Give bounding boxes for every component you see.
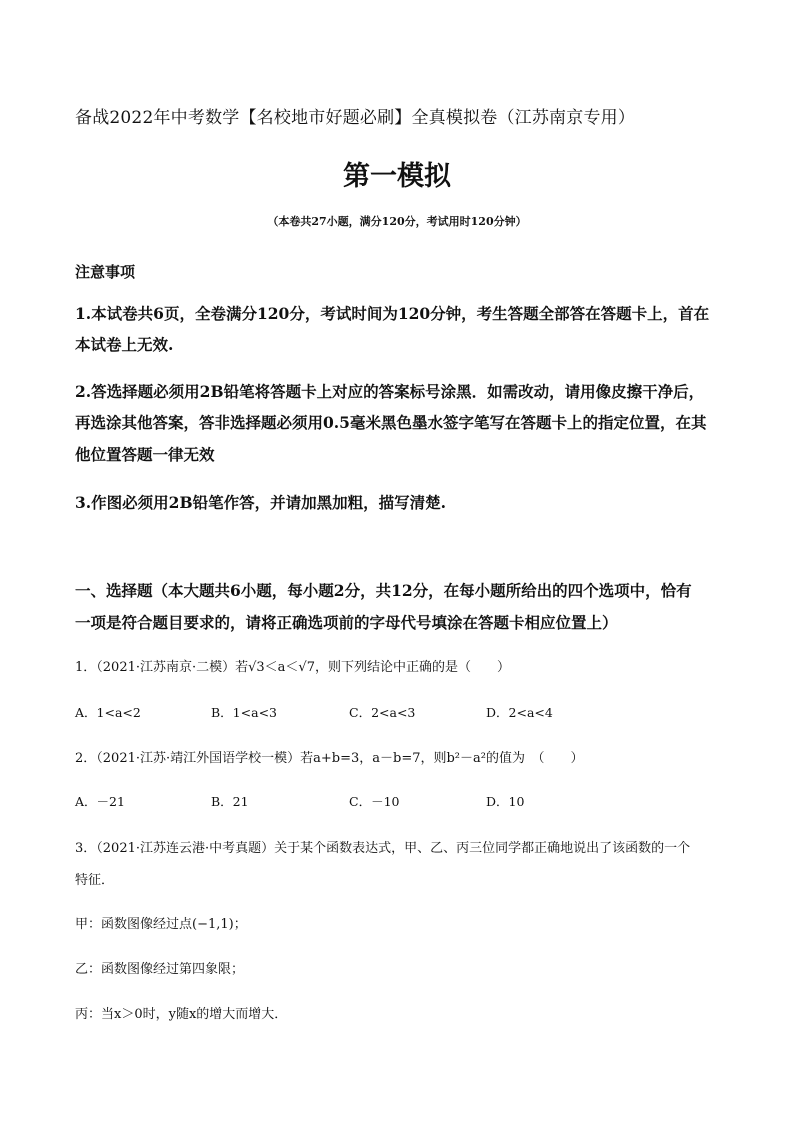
question-3-statement-jia: 甲：函数图像经过点(−1,1)；: [75, 917, 247, 932]
question-3-statement-yi: 乙：函数图像经过第四象限；: [75, 962, 245, 977]
question-2-option-a: A．－21: [75, 794, 125, 809]
question-2-stem: 2．（2021·江苏·靖江外国语学校一模）若a+b=3，a－b=7，则b²－a²的值为 （ ）: [75, 751, 584, 766]
notice-item-3: 3.作图必须用2B铅笔作答，并请加黑加粗，描写清楚.: [75, 493, 446, 512]
exam-subtitle: （本卷共27小题，满分120分，考试用时120分钟）: [267, 215, 527, 228]
question-2-option-c: C．－10: [349, 794, 400, 809]
question-1-option-b: B．1<a<3: [211, 705, 277, 720]
question-3-statement-bing: 丙：当x＞0时，y随x的增大而增大．: [75, 1007, 288, 1022]
question-1-stem: 1．（2021·江苏南京·二模）若√3＜a＜√7，则下列结论中正确的是（ ）: [75, 660, 510, 675]
notice-item-1-line-1: 1.本试卷共6页，全卷满分120分，考试时间为120分钟，考生答题全部答在答题卡上，首在: [75, 304, 710, 323]
question-3-stem-line-1: 3．（2021·江苏连云港·中考真题）关于某个函数表达式，甲、乙、丙三位同学都正确地说出了该函数的一个: [75, 841, 691, 856]
question-1-option-c: C．2<a<3: [349, 705, 416, 720]
question-1-option-a: A．1<a<2: [75, 705, 141, 720]
section-heading-line-1: 一、选择题（本大题共6小题，每小题2分，共12分，在每小题所给出的四个选项中，恰有: [75, 581, 692, 600]
page-title: 第一模拟: [343, 161, 451, 192]
exam-header: 备战2022年中考数学【名校地市好题必刷】全真模拟卷（江苏南京专用）: [75, 108, 636, 128]
section-heading-line-2: 一项是符合题目要求的，请将正确选项前的字母代号填涂在答题卡相应位置上）: [75, 613, 618, 632]
question-2-option-d: D．10: [486, 794, 525, 809]
notice-heading: 注意事项: [75, 263, 136, 281]
question-2-option-b: B．21: [211, 794, 249, 809]
notice-item-2-line-1: 2.答选择题必须用2B铅笔将答题卡上对应的答案标号涂黑．如需改动，请用像皮擦干净后，: [75, 382, 705, 401]
notice-item-2-line-3: 他位置答题一律无效: [75, 445, 215, 464]
notice-item-2-line-2: 再选涂其他答案，答非选择题必须用0.5毫米黑色墨水签字笔写在答题卡上的指定位置，在其: [75, 413, 707, 432]
notice-item-1-line-2: 本试卷上无效.: [75, 335, 174, 354]
question-1-option-d: D．2<a<4: [486, 705, 553, 720]
question-3-stem-line-2: 特征．: [75, 873, 115, 888]
